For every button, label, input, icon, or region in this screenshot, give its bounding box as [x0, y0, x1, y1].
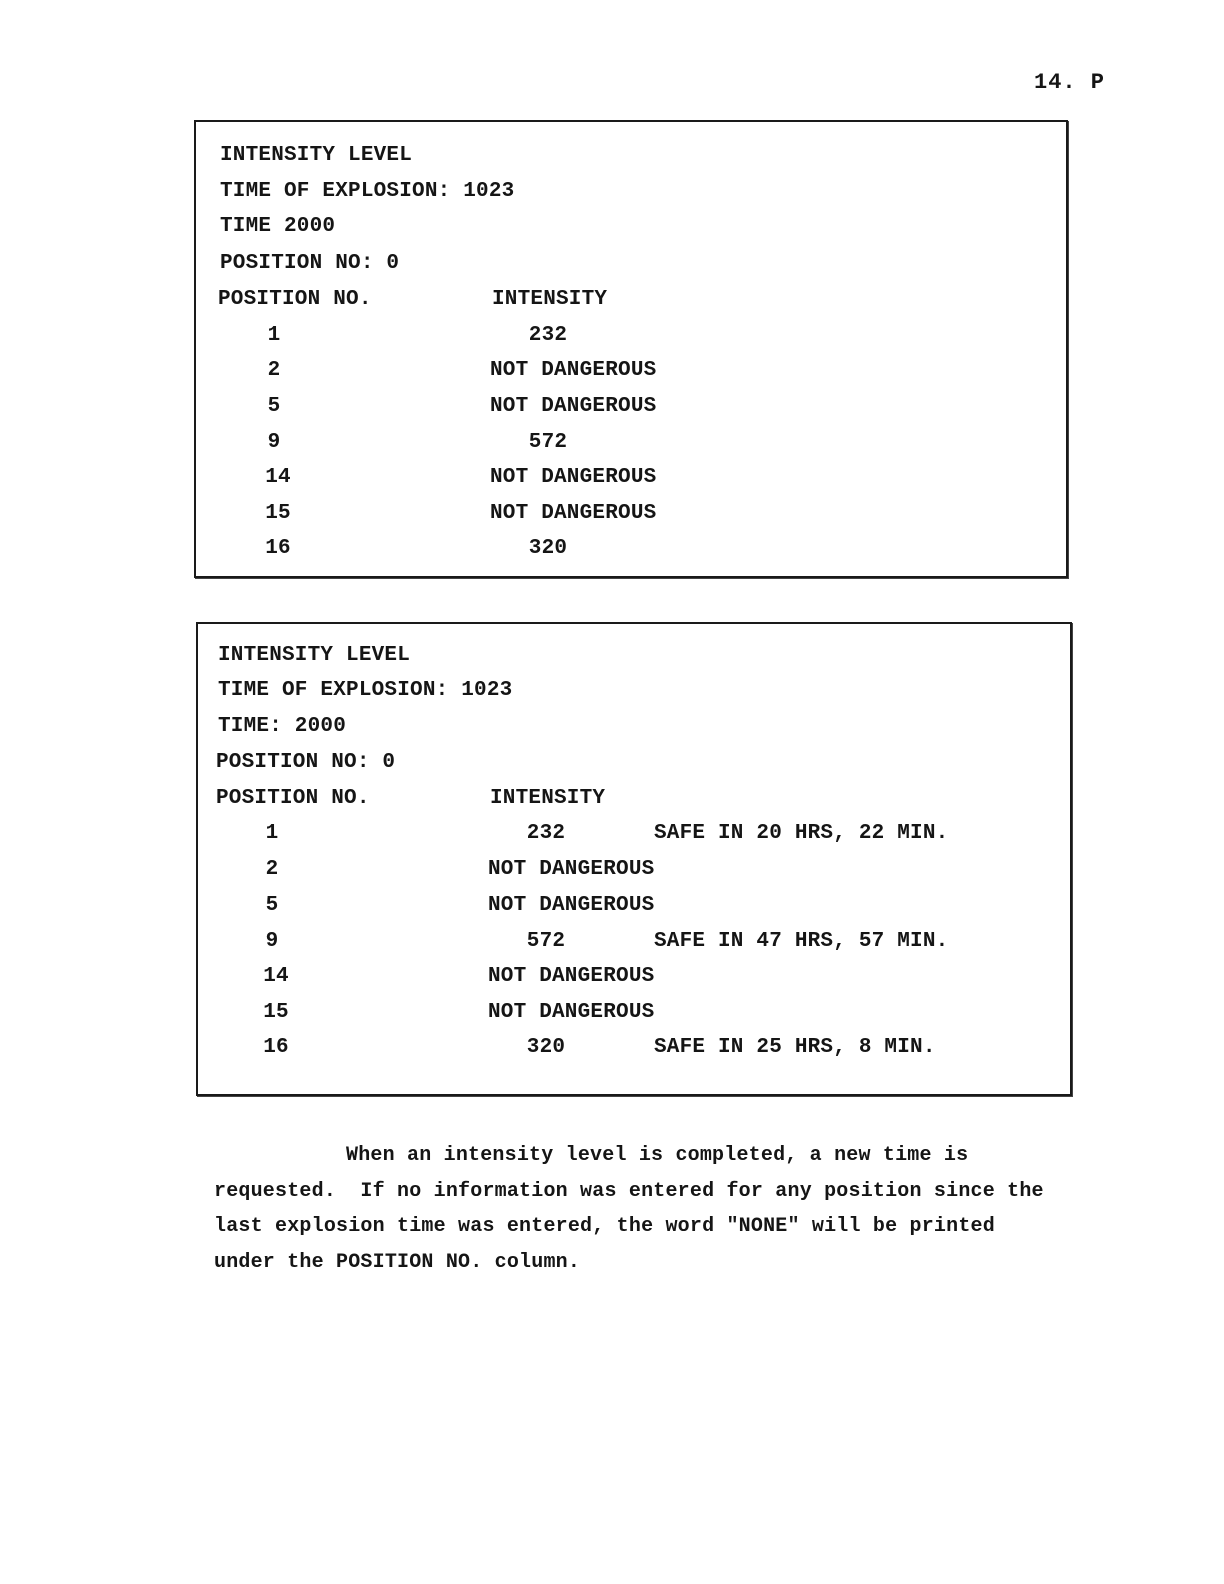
row-position: 1 — [265, 822, 279, 845]
row-position: 5 — [265, 894, 279, 917]
column-header-intensity: INTENSITY — [492, 288, 608, 311]
time-of-explosion: TIME OF EXPLOSION: 1023 — [218, 679, 513, 702]
row-safe-time: SAFE IN 47 HRS, 57 MIN. — [654, 930, 949, 953]
row-position: 2 — [265, 858, 279, 881]
row-intensity: NOT DANGEROUS — [488, 858, 655, 881]
row-intensity: NOT DANGEROUS — [488, 1001, 655, 1024]
column-header-intensity: INTENSITY — [490, 787, 606, 810]
page-number: 14. P — [1034, 70, 1106, 95]
explanatory-paragraph — [214, 1138, 1044, 1280]
paragraph-line-2: requested. If no information was entered for any position since the — [214, 1179, 1044, 1203]
printout-box-2 — [196, 622, 1072, 1096]
printout-box-1 — [194, 120, 1068, 578]
row-intensity: NOT DANGEROUS — [488, 894, 655, 917]
row-safe-time: SAFE IN 25 HRS, 8 MIN. — [654, 1036, 936, 1059]
row-intensity: NOT DANGEROUS — [490, 359, 657, 382]
time: TIME 2000 — [220, 215, 336, 238]
time-of-explosion: TIME OF EXPLOSION: 1023 — [220, 180, 515, 203]
row-position: 15 — [263, 1001, 289, 1024]
row-intensity: 320 — [526, 1036, 566, 1059]
row-position: 2 — [267, 359, 281, 382]
column-header-position: POSITION NO. — [216, 787, 370, 810]
paragraph-line-3: last explosion time was entered, the word "NONE" will be printed — [214, 1215, 995, 1238]
position-no: POSITION NO: 0 — [220, 252, 400, 275]
row-position: 15 — [265, 502, 291, 525]
printout-title: INTENSITY LEVEL — [220, 144, 413, 167]
row-intensity: 232 — [526, 822, 566, 845]
row-intensity: 572 — [528, 431, 568, 454]
column-header-position: POSITION NO. — [218, 288, 372, 311]
paragraph-line-4: under the POSITION NO. column. — [214, 1250, 581, 1274]
row-position: 9 — [267, 431, 281, 454]
time: TIME: 2000 — [218, 715, 347, 738]
paragraph-line-1: When an intensity level is completed, a new time is — [346, 1144, 969, 1167]
row-position: 5 — [267, 395, 281, 418]
row-position: 14 — [263, 965, 289, 988]
printout-title: INTENSITY LEVEL — [218, 644, 411, 667]
row-intensity: NOT DANGEROUS — [490, 395, 657, 418]
row-safe-time: SAFE IN 20 HRS, 22 MIN. — [654, 822, 949, 845]
row-intensity: NOT DANGEROUS — [490, 502, 657, 525]
row-intensity: 232 — [528, 324, 568, 347]
row-intensity: 320 — [528, 537, 568, 560]
row-position: 1 — [267, 324, 281, 347]
row-position: 16 — [265, 537, 291, 560]
row-position: 16 — [263, 1036, 289, 1059]
row-position: 14 — [265, 466, 291, 489]
row-intensity: NOT DANGEROUS — [488, 965, 655, 988]
row-position: 9 — [265, 930, 279, 953]
row-intensity: 572 — [526, 930, 566, 953]
position-no: POSITION NO: 0 — [216, 751, 396, 774]
row-intensity: NOT DANGEROUS — [490, 466, 657, 489]
